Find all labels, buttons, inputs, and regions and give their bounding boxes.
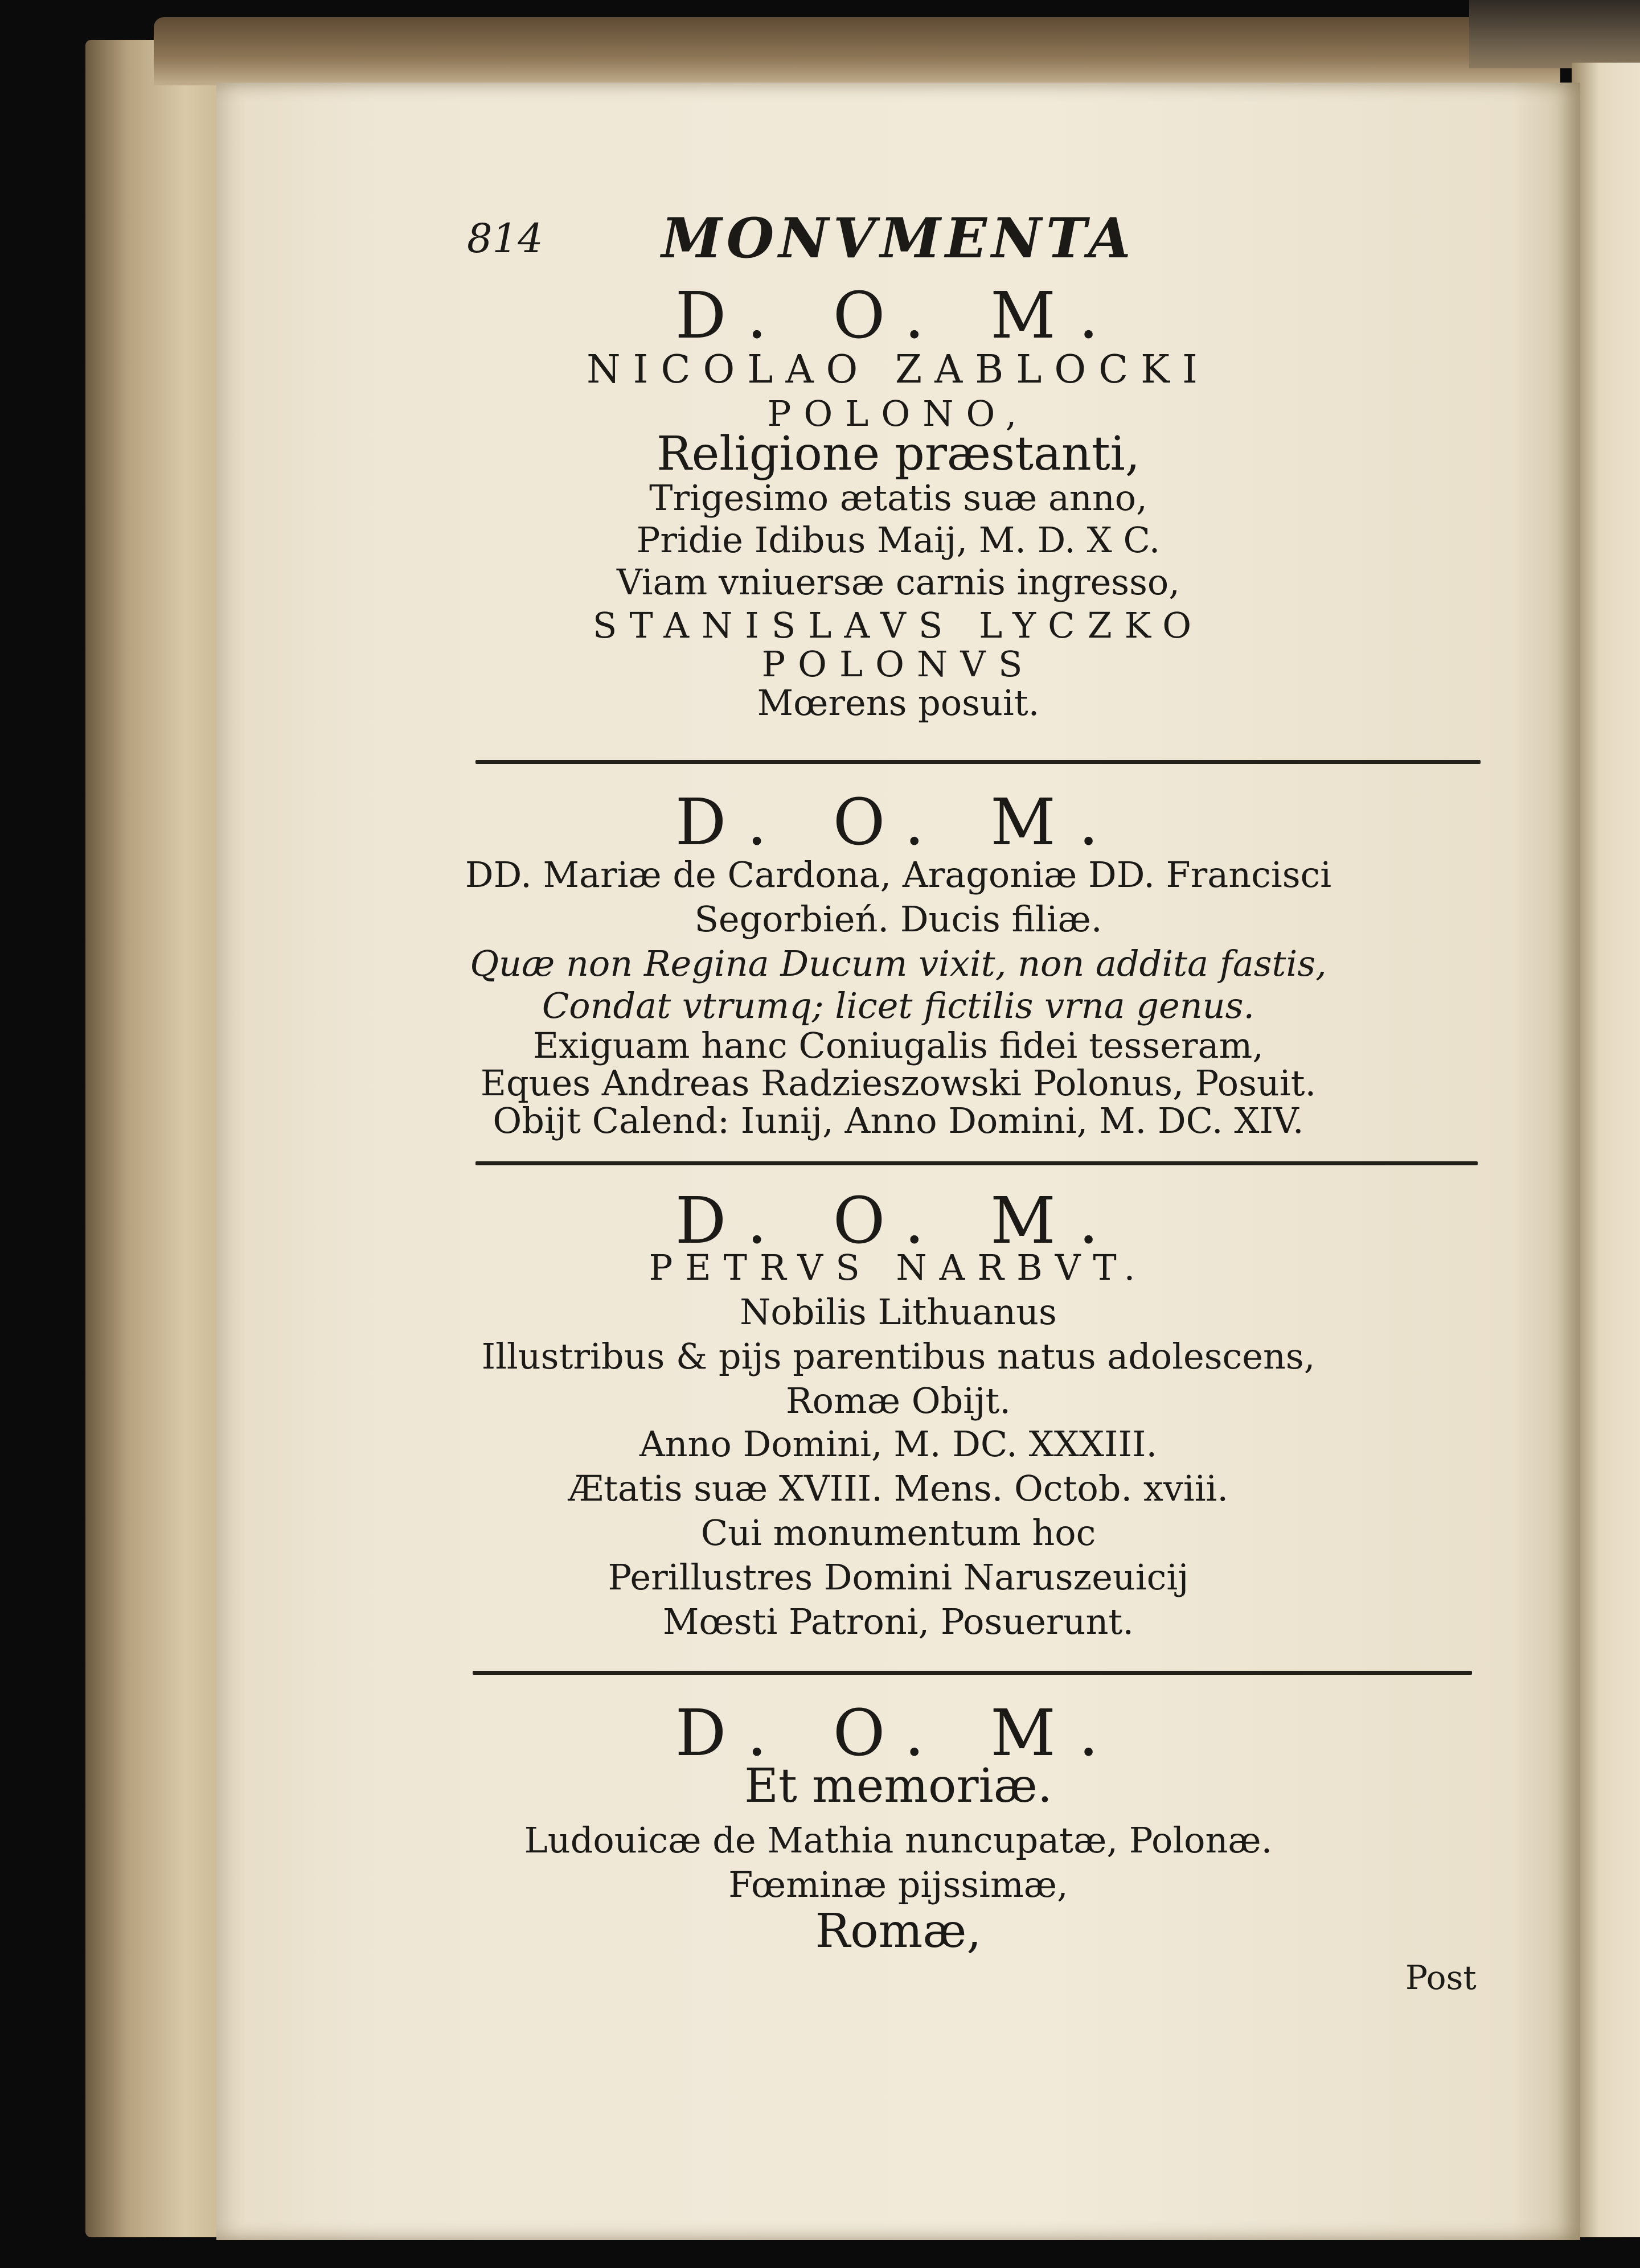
epitaph-3-line: Romæ Obijt. bbox=[786, 1380, 1011, 1421]
book-top-edge bbox=[154, 17, 1560, 85]
epitaph-1-line: POLONVS bbox=[761, 643, 1035, 685]
page-number: 814 bbox=[467, 215, 543, 262]
epitaph-2-line: Quæ non Regina Ducum vixit, non addita fastis, bbox=[470, 943, 1327, 984]
epitaph-3-line: Illustribus & pijs parentibus natus adolescens, bbox=[481, 1336, 1315, 1377]
epitaph-1-line: STANISLAVS LYCZKO bbox=[592, 605, 1204, 646]
epitaph-3-line: PETRVS NARBVT. bbox=[649, 1247, 1148, 1288]
epitaph-4-line: Fœminæ pijssimæ, bbox=[728, 1864, 1068, 1905]
epitaph-3-line: Perillustres Domini Naruszeuicij bbox=[608, 1556, 1189, 1598]
epitaph-3-line: Anno Domini, M. DC. XXXIII. bbox=[639, 1423, 1158, 1465]
epitaph-1-line: POLONO, bbox=[767, 393, 1030, 434]
epitaph-3-heading: D. O. M. bbox=[675, 1184, 1122, 1258]
epitaph-4-line: Romæ, bbox=[815, 1904, 982, 1958]
epitaph-2-line: Segorbień. Ducis filiæ. bbox=[694, 898, 1102, 940]
epitaph-4-line: Et memoriæ. bbox=[744, 1759, 1052, 1813]
running-head: MONVMENTA bbox=[661, 206, 1135, 270]
epitaph-4-line: Ludouicæ de Mathia nuncupatæ, Polonæ. bbox=[524, 1819, 1273, 1861]
epitaph-2-line: Condat vtrumq; licet fictilis vrna genus. bbox=[542, 985, 1255, 1026]
epitaph-3-line: Nobilis Lithuanus bbox=[740, 1291, 1057, 1333]
epitaph-2-line: Eques Andreas Radzieszowski Polonus, Posuit. bbox=[480, 1062, 1317, 1104]
facing-page-edge bbox=[1572, 63, 1640, 2237]
book-spine-edge bbox=[85, 40, 228, 2237]
epitaph-1-line: Trigesimo ætatis suæ anno, bbox=[649, 477, 1147, 519]
epitaph-1-line: Pridie Idibus Maij, M. D. X C. bbox=[636, 519, 1161, 561]
epitaph-4-heading: D. O. M. bbox=[675, 1696, 1122, 1770]
epitaph-3-line: Ætatis suæ XVIII. Mens. Octob. xviii. bbox=[568, 1468, 1229, 1509]
section-rule bbox=[475, 1161, 1478, 1165]
book-binding-top bbox=[1469, 0, 1640, 68]
catchword: Post bbox=[1405, 1958, 1477, 1997]
epitaph-3-line: Cui monumentum hoc bbox=[700, 1512, 1096, 1554]
epitaph-1-line: Religione præstanti, bbox=[657, 427, 1140, 481]
epitaph-1-line: Viam vniuersæ carnis ingresso, bbox=[617, 561, 1180, 603]
epitaph-2-line: Obijt Calend: Iunij, Anno Domini, M. DC. XIV. bbox=[493, 1100, 1304, 1141]
epitaph-3-line: Mœsti Patroni, Posuerunt. bbox=[662, 1601, 1134, 1642]
epitaph-2-line: Exiguam hanc Coniugalis fidei tesseram, bbox=[533, 1025, 1264, 1066]
epitaph-1-line: Mœrens posuit. bbox=[757, 682, 1040, 724]
section-rule bbox=[475, 760, 1481, 764]
epitaph-1-heading: D. O. M. bbox=[675, 279, 1122, 353]
section-rule bbox=[473, 1671, 1472, 1675]
epitaph-1-line: NICOLAO ZABLOCKI bbox=[587, 347, 1210, 392]
epitaph-2-line: DD. Mariæ de Cardona, Aragoniæ DD. Francisci bbox=[465, 854, 1332, 895]
epitaph-2-heading: D. O. M. bbox=[675, 786, 1122, 860]
